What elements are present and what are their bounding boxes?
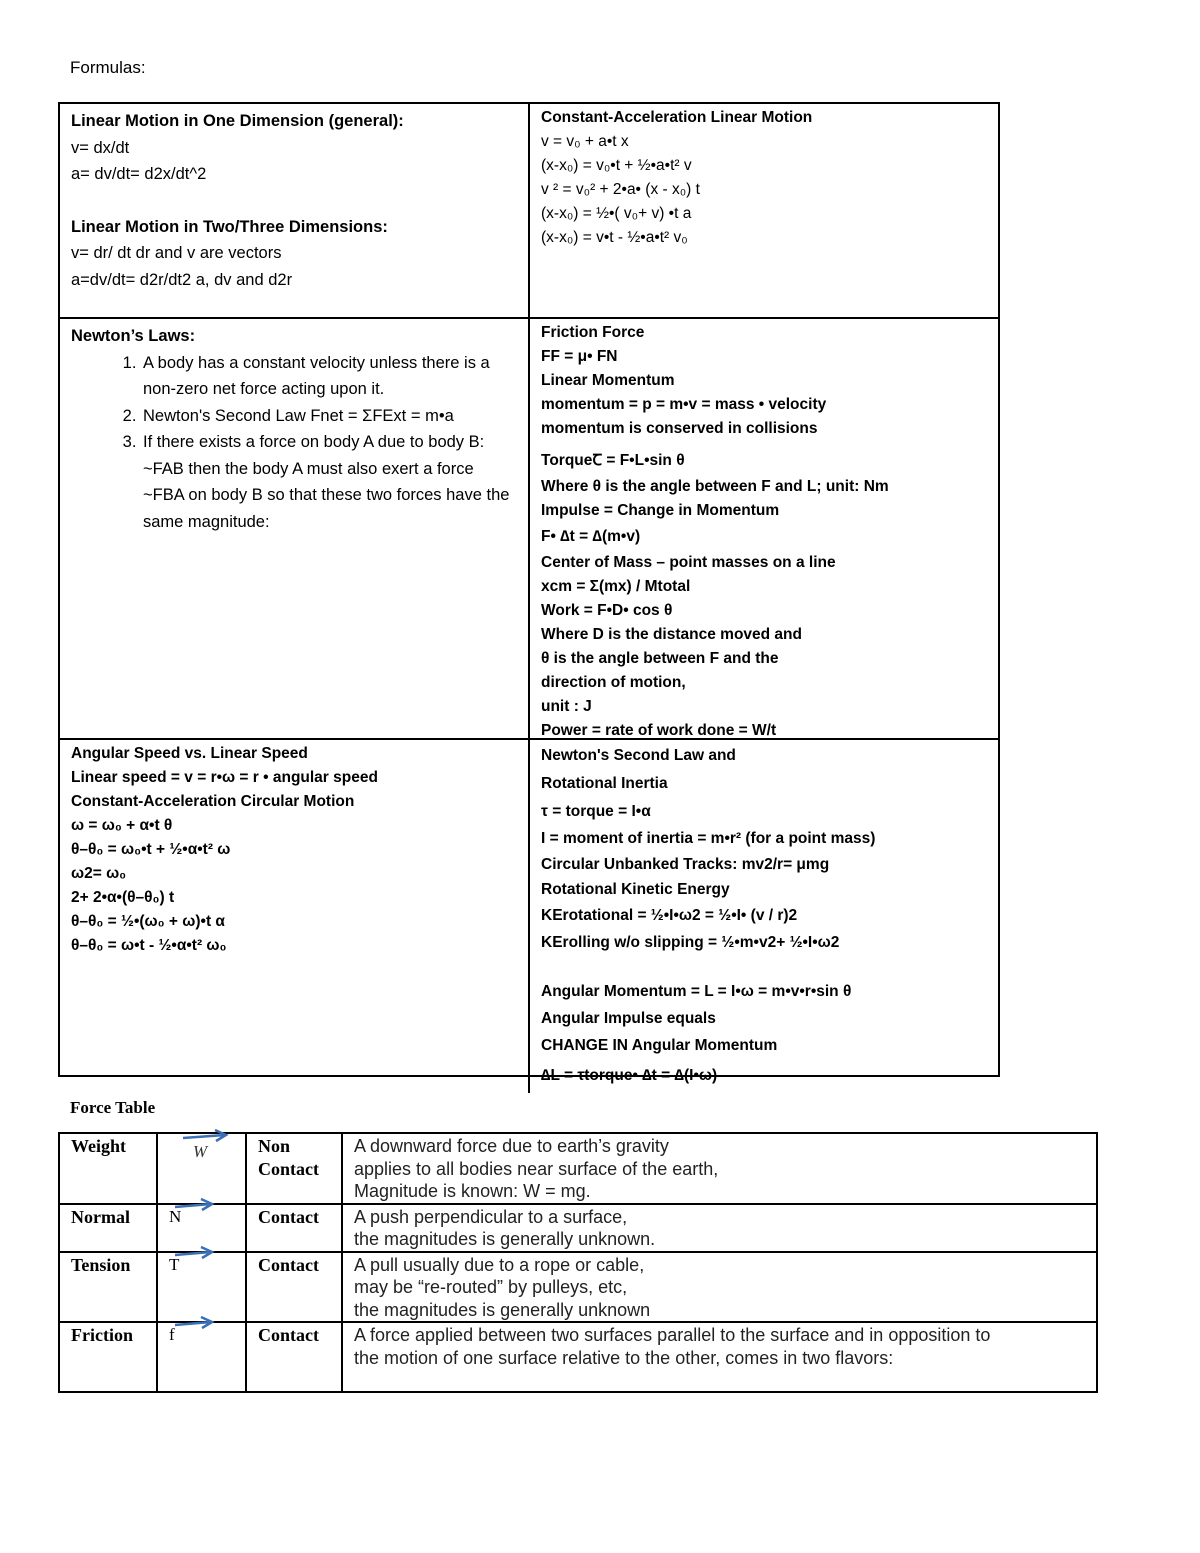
- description-line: A push perpendicular to a surface,: [354, 1206, 628, 1227]
- force-symbol: [169, 1324, 229, 1346]
- spacer: [71, 188, 518, 214]
- rotational-cell: [530, 738, 998, 1093]
- formula-line: Impulse = Change in Momentum: [541, 502, 780, 519]
- force-symbol-cell: [157, 1204, 246, 1252]
- description-line: the magnitudes is generally unknown: [354, 1299, 651, 1320]
- vector-arrow-icon: [169, 1317, 229, 1339]
- formula-line: Linear speed = v = r•ω = r • angular speed: [71, 769, 378, 786]
- vector-arrow-icon: [169, 1247, 229, 1269]
- force-table: [58, 1132, 1098, 1393]
- friction-momentum-cell: [530, 317, 998, 738]
- newtons-law-item: 2. Newton's Second Law Fnet = ΣFExt = m•a: [141, 403, 518, 430]
- formula-line: Rotational Kinetic Energy: [541, 881, 730, 898]
- formula-line: I = moment of inertia = m•r² (for a point mass): [541, 830, 876, 847]
- vector-velocity-eq: v= dr/ dt dr and v are vectors: [71, 244, 282, 262]
- formula-line: ω = ω₀ + α•t θ: [71, 817, 173, 834]
- description-line: may be “re-routed” by pulleys, etc,: [354, 1277, 628, 1297]
- formula-line: Where θ is the angle between F and L; unit: Nm: [541, 478, 889, 495]
- formula-line: Angular Impulse equals: [541, 1010, 716, 1027]
- formula-line: Angular Speed vs. Linear Speed: [71, 745, 308, 762]
- force-type: Contact: [246, 1204, 342, 1252]
- page-heading: Formulas:: [70, 58, 146, 77]
- force-symbol-letter: f: [169, 1325, 175, 1344]
- force-name: Weight: [59, 1133, 157, 1204]
- formula-line: θ–θ₀ = ½•(ω₀ + ω)•t α: [71, 913, 225, 930]
- force-name: Normal: [59, 1204, 157, 1252]
- newtons-law-item: 3. If there exists a force on body A due to body B: ~FAB then the body A must also exert a force ~FBA on body B so that these two forces have the same magnitude:: [141, 429, 518, 535]
- description-line: the magnitudes is generally unknown.: [354, 1229, 656, 1249]
- vector-arrow-icon: [169, 1128, 229, 1150]
- formula-line: momentum = p = m•v = mass • velocity: [541, 396, 827, 413]
- table-row: [59, 1322, 1097, 1392]
- formula-line: θ–θ₀ = ω₀•t + ½•α•t² ω: [71, 841, 231, 858]
- force-symbol-cell: [157, 1133, 246, 1204]
- force-description: [342, 1322, 1097, 1392]
- force-description: [342, 1204, 1097, 1252]
- description-line: applies to all bodies near surface of the earth,: [354, 1158, 719, 1179]
- force-table-heading: Force Table: [70, 1098, 156, 1117]
- description-line: A force applied between two surfaces parallel to the surface and in opposition to: [354, 1325, 991, 1345]
- acceleration-eq: a= dv/dt= d2x/dt^2: [71, 165, 207, 183]
- vector-arrow-icon: [169, 1199, 229, 1221]
- angular-speed-cell: [60, 738, 530, 1093]
- kinematic-eq: (x-x₀) = v•t - ½•a•t² v₀: [541, 229, 688, 246]
- formula-line: θ is the angle between F and the: [541, 650, 779, 667]
- newtons-law-item: 1. A body has a constant velocity unless there is a non-zero net force acting upon it.: [141, 350, 518, 403]
- formula-line: Linear Momentum: [541, 372, 675, 389]
- force-name: Tension: [59, 1252, 157, 1323]
- table-row: [59, 1133, 1097, 1204]
- formula-line: τ = torque = I•α: [541, 803, 651, 820]
- formula-line: unit : J: [541, 698, 592, 715]
- formula-line: Where D is the distance moved and: [541, 626, 802, 643]
- formula-line: CHANGE IN Angular Momentum: [541, 1037, 778, 1054]
- formula-line: Rotational Inertia: [541, 775, 668, 792]
- formula-line: Work = F•D• cos θ: [541, 602, 673, 619]
- description-line: A pull usually due to a rope or cable,: [354, 1254, 645, 1275]
- constant-accel-cell: [530, 104, 998, 317]
- newtons-laws-title: Newton’s Laws:: [71, 327, 196, 345]
- formula-line: Friction Force: [541, 324, 645, 341]
- formula-line: KErotational = ½•I•ω2 = ½•I• (v / r)2: [541, 907, 798, 924]
- formula-line: momentum is conserved in collisions: [541, 420, 818, 437]
- vector-acceleration-eq: a=dv/dt= d2r/dt2 a, dv and d2r: [71, 270, 293, 289]
- formula-line: ω2= ω₀: [71, 865, 127, 882]
- spacer: [541, 956, 988, 978]
- force-symbol: [169, 1254, 229, 1276]
- formula-line: Center of Mass – point masses on a line: [541, 554, 836, 571]
- table-row: [59, 1204, 1097, 1252]
- kinematic-eq: v ² = v₀² + 2•a• (x - x₀) t: [541, 181, 700, 198]
- force-name: Friction: [59, 1322, 157, 1392]
- kinematic-eq: v = v₀ + a•t x: [541, 133, 629, 150]
- table-row: [59, 1252, 1097, 1323]
- formula-line: ∆L = τtorque• ∆t = ∆(I•ω): [541, 1067, 718, 1084]
- force-type: Contact: [246, 1322, 342, 1392]
- description-line: A downward force due to earth’s gravity: [354, 1136, 669, 1156]
- formula-line: Constant-Acceleration Circular Motion: [71, 793, 355, 810]
- linear-motion-1d-title: Linear Motion in One Dimension (general):: [71, 112, 404, 130]
- velocity-eq: v= dx/dt: [71, 138, 130, 157]
- kinematic-eq: (x-x₀) = ½•( v₀+ v) •t a: [541, 205, 692, 222]
- formula-line: 2+ 2•α•(θ–θ₀) t: [71, 889, 175, 906]
- linear-motion-cell: [60, 104, 530, 317]
- force-symbol-letter: W: [193, 1142, 208, 1161]
- force-description: [342, 1252, 1097, 1323]
- force-description: [342, 1133, 1097, 1204]
- formula-line: Power = rate of work done = W/t: [541, 722, 777, 739]
- formula-line: FF = μ• FN: [541, 348, 618, 365]
- formula-line: Angular Momentum = L = I•ω = m•v•r•sin θ: [541, 983, 852, 1000]
- force-symbol-letter: N: [169, 1206, 182, 1226]
- newtons-laws-list: [71, 350, 518, 536]
- formula-line: θ–θ₀ = ω•t - ½•α•t² ω₀: [71, 937, 227, 954]
- force-type: Contact: [246, 1252, 342, 1323]
- formula-line: F• ∆t = ∆(m•v): [541, 528, 641, 545]
- description-line: Magnitude is known: W = mg.: [354, 1181, 591, 1201]
- linear-motion-2d-title: Linear Motion in Two/Three Dimensions:: [71, 217, 388, 236]
- formula-line: Circular Unbanked Tracks: mv2/r= μmg: [541, 856, 830, 873]
- formula-line: Newton's Second Law and: [541, 747, 736, 764]
- description-line: the motion of one surface relative to the other, comes in two flavors:: [354, 1347, 894, 1368]
- force-symbol-cell: [157, 1252, 246, 1323]
- formula-line: TorqueꞆ = F•L•sin θ: [541, 452, 685, 469]
- constant-accel-title: Constant-Acceleration Linear Motion: [541, 109, 813, 126]
- force-symbol-cell: [157, 1322, 246, 1392]
- newtons-laws-cell: [60, 317, 530, 738]
- formula-line: xcm = Σ(mx) / Mtotal: [541, 578, 691, 595]
- force-symbol-letter: T: [169, 1254, 180, 1274]
- force-symbol: [169, 1206, 229, 1228]
- force-symbol: [169, 1135, 229, 1161]
- formula-line: KErolling w/o slipping = ½•m•v2+ ½•I•ω2: [541, 934, 840, 951]
- formula-line: direction of motion,: [541, 674, 686, 691]
- force-type: Non Contact: [246, 1133, 342, 1204]
- formula-table: [58, 102, 1000, 1084]
- kinematic-eq: (x-x₀) = v₀•t + ½•a•t² v: [541, 157, 692, 174]
